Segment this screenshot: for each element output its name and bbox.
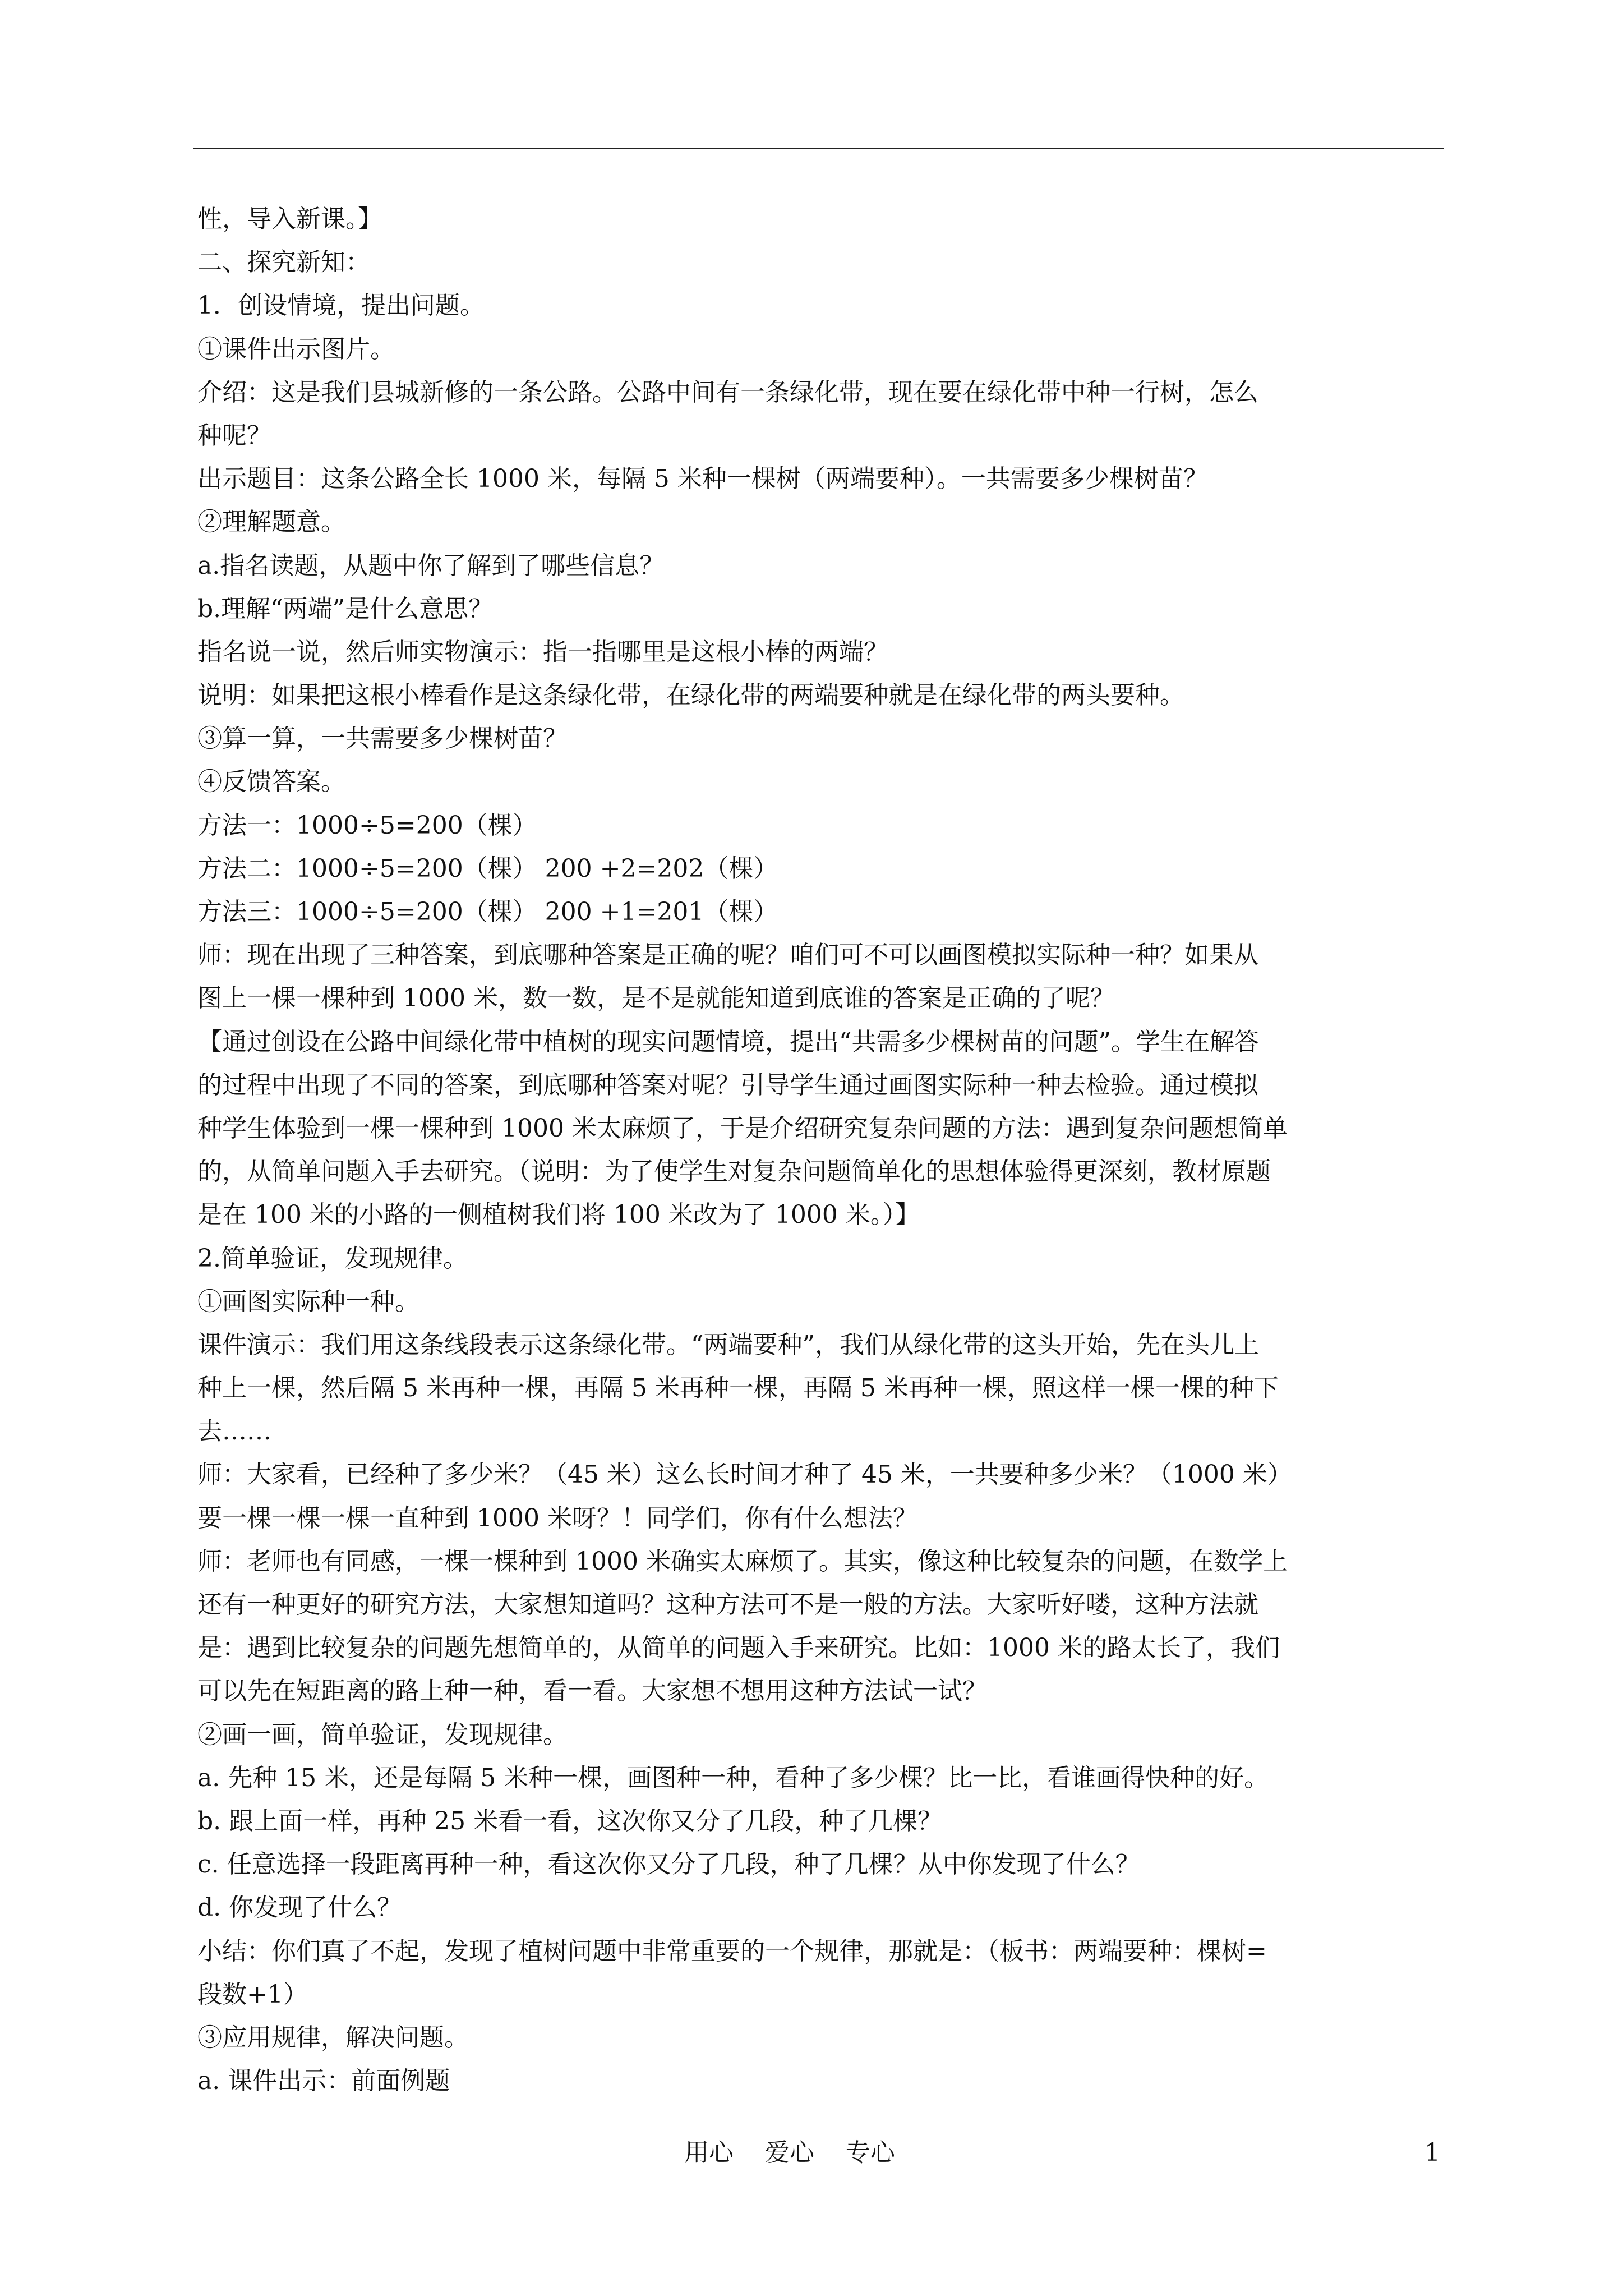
text-line: 去…… — [197, 1417, 271, 1446]
section-heading: 二、探究新知： — [197, 248, 370, 277]
text-line: ④反馈答案。 — [197, 767, 345, 797]
text-line: ③应用规律，解决问题。 — [197, 2023, 469, 2052]
text-line: 介绍：这是我们县城新修的一条公路。公路中间有一条绿化带，现在要在绿化带中种一行树，怎么 — [197, 378, 1258, 407]
subsection-heading: 2.简单验证，发现规律。 — [197, 1244, 468, 1273]
text-line: 师：现在出现了三种答案，到底哪种答案是正确的呢？咱们可不可以画图模拟实际种一种？如果从 — [197, 941, 1258, 970]
equation-line: 方法二：1000÷5=200（棵） 200 +2=202（棵） — [197, 854, 778, 883]
text-line: 种上一棵，然后隔 5 米再种一棵，再隔 5 米再种一棵，再隔 5 米再种一棵，照这样一棵一棵的种下 — [197, 1374, 1279, 1403]
text-line: 说明：如果把这根小棒看作是这条绿化带，在绿化带的两端要种就是在绿化带的两头要种。 — [197, 681, 1184, 710]
note-line: 的，从简单问题入手去研究。（说明：为了使学生对复杂问题简单化的思想体验得更深刻，教材原题 — [197, 1157, 1271, 1186]
note-line: 【通过创设在公路中间绿化带中植树的现实问题情境，提出“共需多少棵树苗的问题”。学生在解答 — [197, 1027, 1259, 1056]
equation-line: 方法三：1000÷5=200（棵） 200 +1=201（棵） — [197, 898, 778, 926]
text-line: 师：老师也有同感，一棵一棵种到 1000 米确实太麻烦了。其实，像这种比较复杂的问题，在数学上 — [197, 1547, 1288, 1576]
text-line: 小结：你们真了不起，发现了植树问题中非常重要的一个规律，那就是：（板书：两端要种：棵树= — [197, 1936, 1267, 1966]
text-line: 可以先在短距离的路上种一种，看一看。大家想不想用这种方法试一试？ — [197, 1677, 987, 1706]
text-line: 师：大家看，已经种了多少米？（45 米）这么长时间才种了 45 米，一共要种多少米？（1000 米） — [197, 1460, 1292, 1489]
text-line: ①课件出示图片。 — [197, 334, 395, 364]
text-line: 课件演示：我们用这条线段表示这条绿化带。“两端要种”，我们从绿化带的这头开始，先在头儿上 — [197, 1330, 1259, 1359]
text-line: ③算一算，一共需要多少棵树苗？ — [197, 724, 568, 753]
text-line: ①画图实际种一种。 — [197, 1287, 419, 1316]
text-line: 要一棵一棵一棵一直种到 1000 米呀？！同学们，你有什么想法？ — [197, 1503, 917, 1533]
text-line: c. 任意选择一段距离再种一种，看这次你又分了几段，种了几棵？从中你发现了什么？ — [197, 1850, 1140, 1879]
note-line: 的过程中出现了不同的答案，到底哪种答案对呢？引导学生通过画图实际种一种去检验。通过模拟 — [197, 1070, 1258, 1099]
note-line: 是在 100 米的小路的一侧植树我们将 100 米改为了 1000 米。）】 — [197, 1200, 920, 1230]
text-line: 指名说一说，然后师实物演示：指一指哪里是这根小棒的两端？ — [197, 637, 888, 666]
text-line: ②画一画，简单验证，发现规律。 — [197, 1720, 568, 1749]
note-line: 种学生体验到一棵一棵种到 1000 米太麻烦了，于是介绍研究复杂问题的方法：遇到复杂问题想简单 — [197, 1114, 1288, 1143]
text-line: 种呢？ — [197, 421, 271, 450]
page-number: 1 — [1424, 2138, 1440, 2167]
footer-motto: 用心 爱心 专心 — [684, 2138, 895, 2167]
text-line: ②理解题意。 — [197, 508, 345, 537]
text-line: d. 你发现了什么？ — [197, 1893, 402, 1922]
text-line: a. 课件出示：前面例题 — [197, 2067, 450, 2096]
text-line: 是：遇到比较复杂的问题先想简单的，从简单的问题入手来研究。比如：1000 米的路太长了，我们 — [197, 1634, 1280, 1663]
header-rule — [193, 148, 1444, 149]
text-line: 还有一种更好的研究方法，大家想知道吗？这种方法可不是一般的方法。大家听好喽，这种方法就 — [197, 1590, 1258, 1619]
document-body — [197, 197, 1445, 2102]
equation-line: 方法一：1000÷5=200（棵） — [197, 811, 537, 840]
text-line: a.指名读题，从题中你了解到了哪些信息？ — [197, 551, 665, 580]
text-line: a. 先种 15 米，还是每隔 5 米种一棵，画图种一种，看种了多少棵？比一比，看谁画得快种的好。 — [197, 1763, 1269, 1792]
text-line: 段数+1） — [197, 1980, 308, 2009]
text-line: b.理解“两端”是什么意思？ — [197, 594, 494, 623]
text-line: b. 跟上面一样，再种 25 米看一看，这次你又分了几段，种了几棵？ — [197, 1806, 943, 1835]
subsection-heading: 1．创设情境，提出问题。 — [197, 291, 485, 320]
text-line: 性，导入新课。】 — [197, 205, 382, 233]
text-line: 图上一棵一棵种到 1000 米，数一数，是不是就能知道到底谁的答案是正确的了呢？ — [197, 984, 1115, 1013]
text-line: 出示题目：这条公路全长 1000 米，每隔 5 米种一棵树（两端要种）。一共需要多少棵树苗？ — [197, 464, 1208, 494]
